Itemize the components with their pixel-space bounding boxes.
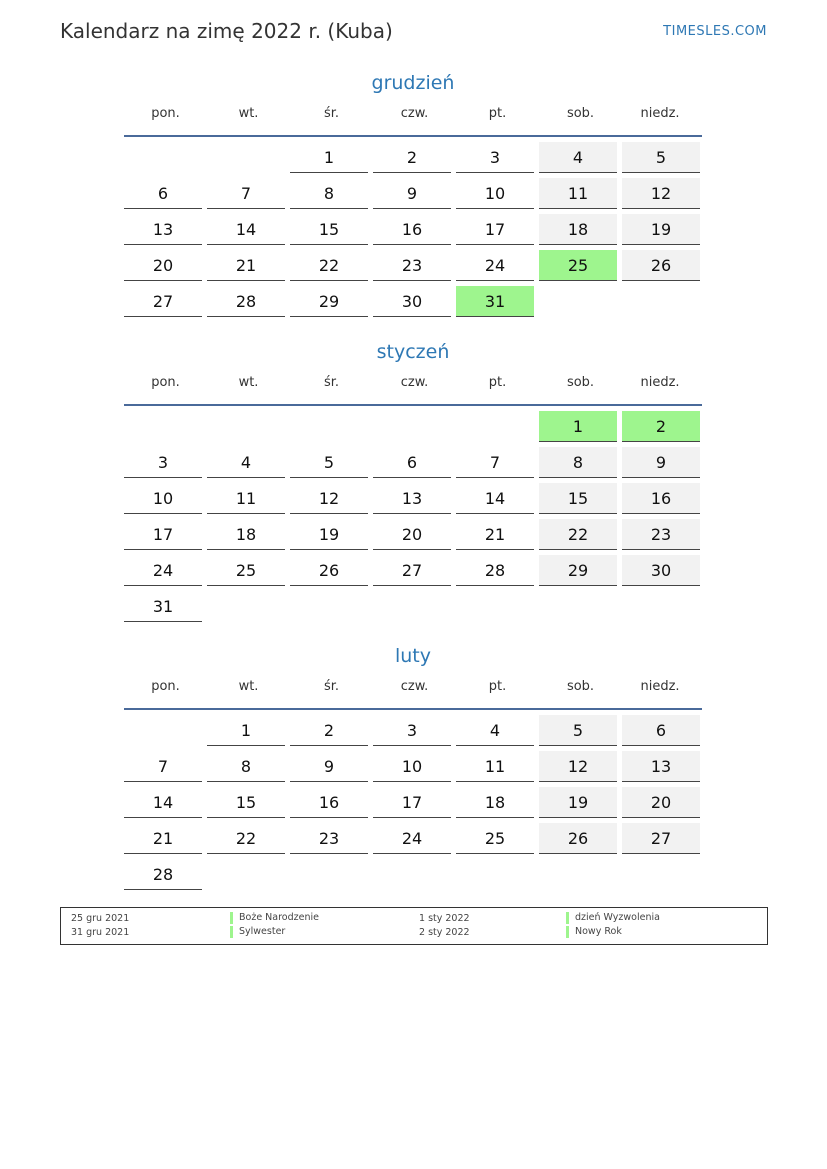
day-empty — [124, 411, 202, 442]
day-cell[interactable]: 20 — [373, 519, 451, 550]
day-cell[interactable]: 18 — [207, 519, 285, 550]
legend-row — [61, 912, 767, 925]
day-cell[interactable]: 20 — [124, 250, 202, 281]
day-cell[interactable]: 19 — [622, 214, 700, 245]
weekday-label: pt. — [488, 375, 507, 390]
days-grid — [124, 137, 702, 322]
weekday-label: pon. — [151, 375, 180, 390]
day-cell[interactable]: 28 — [456, 555, 534, 586]
day-cell-holiday[interactable]: 31 — [456, 286, 534, 317]
days-grid — [124, 710, 702, 895]
weekday-header — [124, 370, 702, 406]
day-cell[interactable]: 8 — [207, 751, 285, 782]
legend-holiday-name: Nowy Rok — [566, 926, 622, 938]
day-cell[interactable]: 3 — [124, 447, 202, 478]
day-cell[interactable]: 15 — [207, 787, 285, 818]
day-empty — [124, 142, 202, 173]
day-cell[interactable]: 14 — [207, 214, 285, 245]
weekday-label: niedz. — [640, 106, 680, 121]
legend-holiday-name: Sylwester — [230, 926, 285, 938]
day-cell[interactable]: 12 — [539, 751, 617, 782]
weekday-label: czw. — [400, 375, 429, 390]
day-cell[interactable]: 17 — [124, 519, 202, 550]
day-cell[interactable]: 24 — [373, 823, 451, 854]
day-cell[interactable]: 25 — [207, 555, 285, 586]
day-cell[interactable]: 6 — [622, 715, 700, 746]
weekday-label: niedz. — [640, 375, 680, 390]
day-cell[interactable]: 8 — [290, 178, 368, 209]
day-cell-holiday[interactable]: 2 — [622, 411, 700, 442]
day-cell[interactable]: 18 — [456, 787, 534, 818]
day-cell[interactable]: 3 — [456, 142, 534, 173]
day-cell[interactable]: 27 — [124, 286, 202, 317]
day-cell[interactable]: 18 — [539, 214, 617, 245]
day-cell[interactable]: 20 — [622, 787, 700, 818]
day-cell[interactable]: 23 — [373, 250, 451, 281]
day-cell[interactable]: 21 — [456, 519, 534, 550]
weekday-label: sob. — [566, 679, 595, 694]
day-cell[interactable]: 24 — [124, 555, 202, 586]
day-cell[interactable]: 27 — [622, 823, 700, 854]
day-cell[interactable]: 5 — [290, 447, 368, 478]
day-cell-holiday[interactable]: 25 — [539, 250, 617, 281]
day-cell[interactable]: 22 — [539, 519, 617, 550]
day-cell[interactable]: 7 — [456, 447, 534, 478]
day-cell[interactable]: 23 — [622, 519, 700, 550]
day-cell[interactable]: 26 — [622, 250, 700, 281]
day-empty — [290, 411, 368, 442]
day-cell[interactable]: 23 — [290, 823, 368, 854]
day-empty — [207, 411, 285, 442]
day-cell[interactable]: 4 — [207, 447, 285, 478]
day-cell[interactable]: 5 — [539, 715, 617, 746]
day-cell[interactable]: 24 — [456, 250, 534, 281]
day-cell[interactable]: 19 — [290, 519, 368, 550]
day-cell[interactable]: 26 — [290, 555, 368, 586]
day-cell[interactable]: 16 — [373, 214, 451, 245]
day-cell[interactable]: 12 — [622, 178, 700, 209]
day-cell[interactable]: 12 — [290, 483, 368, 514]
day-empty — [456, 411, 534, 442]
day-empty — [207, 142, 285, 173]
month-december — [124, 69, 702, 322]
day-cell[interactable]: 15 — [539, 483, 617, 514]
day-cell[interactable]: 19 — [539, 787, 617, 818]
day-cell[interactable]: 27 — [373, 555, 451, 586]
day-cell[interactable]: 2 — [373, 142, 451, 173]
day-cell[interactable]: 7 — [207, 178, 285, 209]
day-cell[interactable]: 17 — [456, 214, 534, 245]
weekday-label: wt. — [238, 106, 259, 121]
day-cell[interactable]: 14 — [124, 787, 202, 818]
weekday-label: śr. — [323, 375, 340, 390]
day-cell[interactable]: 7 — [124, 751, 202, 782]
day-cell[interactable]: 22 — [290, 250, 368, 281]
day-cell-holiday[interactable]: 1 — [539, 411, 617, 442]
weekday-label: pt. — [488, 106, 507, 121]
day-cell[interactable]: 30 — [622, 555, 700, 586]
month-title: luty — [394, 645, 431, 667]
day-cell[interactable]: 5 — [622, 142, 700, 173]
legend-date: 25 gru 2021 — [71, 913, 130, 924]
legend-date: 31 gru 2021 — [71, 927, 130, 938]
day-cell[interactable]: 30 — [373, 286, 451, 317]
month-january — [124, 338, 702, 627]
day-empty — [124, 715, 202, 746]
weekday-label: pon. — [151, 679, 180, 694]
page-title: Kalendarz na zimę 2022 r. (Kuba) — [60, 19, 393, 43]
weekday-label: czw. — [400, 679, 429, 694]
day-cell[interactable]: 1 — [207, 715, 285, 746]
day-cell[interactable]: 6 — [373, 447, 451, 478]
weekday-label: pon. — [151, 106, 180, 121]
weekday-label: czw. — [400, 106, 429, 121]
day-cell[interactable]: 29 — [539, 555, 617, 586]
weekday-label: pt. — [488, 679, 507, 694]
day-cell[interactable]: 9 — [290, 751, 368, 782]
day-cell[interactable]: 4 — [456, 715, 534, 746]
day-empty — [373, 411, 451, 442]
month-february — [124, 642, 702, 895]
legend-holiday-name: dzień Wyzwolenia — [566, 912, 660, 924]
day-cell[interactable]: 14 — [456, 483, 534, 514]
day-cell[interactable]: 29 — [290, 286, 368, 317]
day-cell[interactable]: 13 — [373, 483, 451, 514]
weekday-label: śr. — [323, 679, 340, 694]
day-cell[interactable]: 16 — [622, 483, 700, 514]
weekday-header — [124, 101, 702, 137]
legend-row — [61, 926, 767, 939]
day-cell[interactable]: 11 — [539, 178, 617, 209]
day-cell[interactable]: 15 — [290, 214, 368, 245]
day-cell[interactable]: 31 — [124, 591, 202, 622]
day-cell[interactable]: 25 — [456, 823, 534, 854]
day-cell[interactable]: 13 — [622, 751, 700, 782]
day-cell[interactable]: 4 — [539, 142, 617, 173]
weekday-label: śr. — [323, 106, 340, 121]
day-cell[interactable]: 17 — [373, 787, 451, 818]
day-cell[interactable]: 9 — [373, 178, 451, 209]
day-cell[interactable]: 11 — [456, 751, 534, 782]
day-cell[interactable]: 22 — [207, 823, 285, 854]
day-cell[interactable]: 10 — [373, 751, 451, 782]
legend-date: 2 sty 2022 — [419, 927, 470, 938]
day-cell[interactable]: 16 — [290, 787, 368, 818]
weekday-label: sob. — [566, 106, 595, 121]
day-cell[interactable]: 10 — [124, 483, 202, 514]
weekday-header — [124, 674, 702, 710]
day-cell[interactable]: 21 — [207, 250, 285, 281]
day-cell[interactable]: 21 — [124, 823, 202, 854]
weekday-label: niedz. — [640, 679, 680, 694]
day-cell[interactable]: 26 — [539, 823, 617, 854]
month-title: grudzień — [371, 72, 455, 94]
day-cell[interactable]: 2 — [290, 715, 368, 746]
weekday-label: sob. — [566, 375, 595, 390]
day-cell[interactable]: 11 — [207, 483, 285, 514]
brand-link[interactable]: TIMESLES.COM — [663, 24, 767, 39]
day-cell[interactable]: 9 — [622, 447, 700, 478]
days-grid — [124, 406, 702, 627]
day-cell[interactable]: 1 — [290, 142, 368, 173]
weekday-label: wt. — [238, 375, 259, 390]
legend-date: 1 sty 2022 — [419, 913, 470, 924]
weekday-label: wt. — [238, 679, 259, 694]
holiday-legend — [60, 907, 768, 945]
day-cell[interactable]: 10 — [456, 178, 534, 209]
day-cell[interactable]: 3 — [373, 715, 451, 746]
day-cell[interactable]: 13 — [124, 214, 202, 245]
day-cell[interactable]: 6 — [124, 178, 202, 209]
day-cell[interactable]: 8 — [539, 447, 617, 478]
month-title: styczeń — [376, 341, 450, 363]
day-cell[interactable]: 28 — [124, 859, 202, 890]
day-cell[interactable]: 28 — [207, 286, 285, 317]
legend-holiday-name: Boże Narodzenie — [230, 912, 319, 924]
